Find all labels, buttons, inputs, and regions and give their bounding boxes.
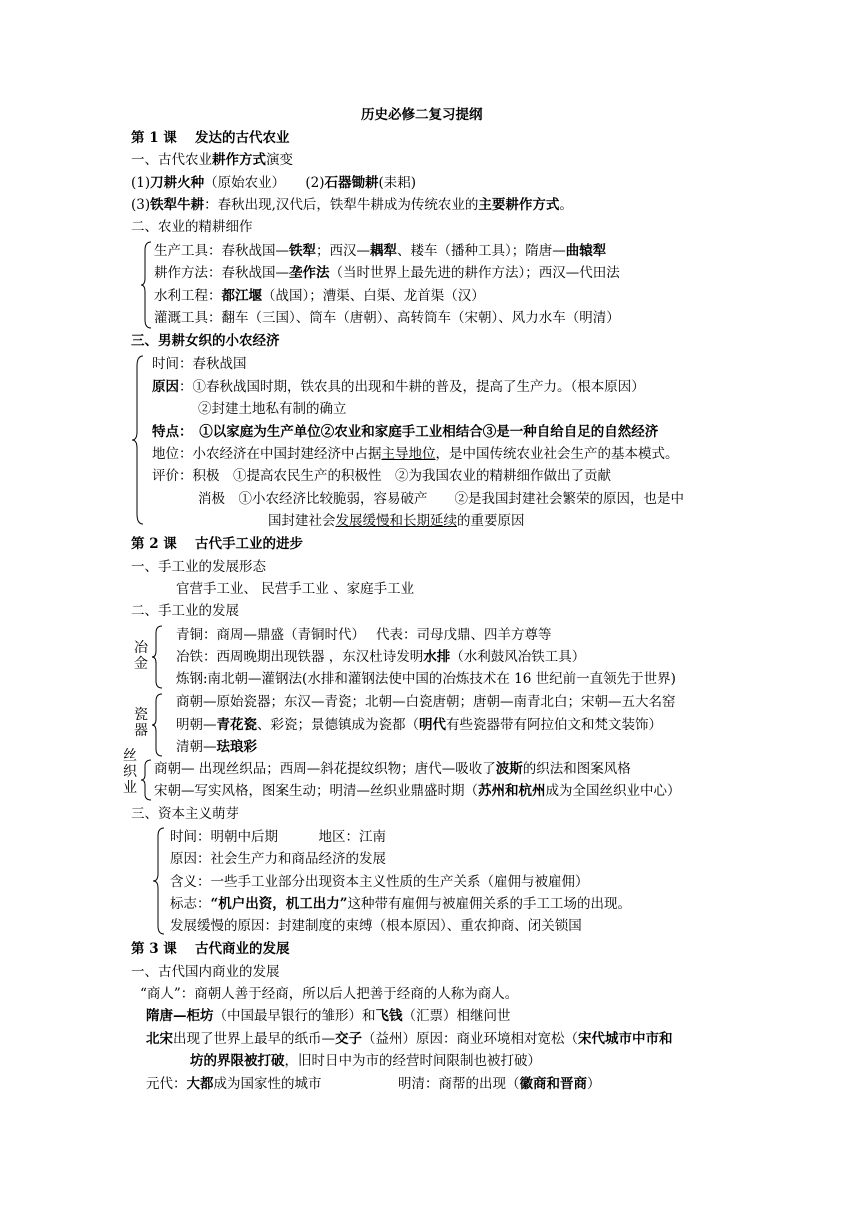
text: 主要耕作方式 (478, 197, 560, 213)
text: ，是中国传统农业社会生产的基本模式。 (435, 446, 679, 462)
status-line (152, 445, 679, 463)
text: 苏州和杭州 (478, 783, 546, 799)
text: 交子 (335, 1031, 362, 1047)
text: （原始农业） (2) (204, 175, 325, 191)
l1-row-1 (131, 174, 416, 192)
text: 出现了世界上最早的纸币— (173, 1031, 335, 1047)
cap-meaning-line: 含义：一些手工业部分出现资本主义性质的生产关系（雇佣与被雇佣） (170, 874, 589, 890)
l2-section-2: 二、手工业的发展 (131, 603, 239, 619)
text: ：①春秋战国时期，铁农具的出现和牛耕的普及，提高了生产力。（根本原因） (179, 379, 645, 395)
cap-time-line: 时间：明朝中后期 地区：江南 (170, 829, 386, 845)
text: 发展缓慢和长期延续 (335, 513, 457, 529)
cap-sign-line (170, 895, 631, 913)
text: （益州）原因：商业环境相对宽松（ (362, 1031, 578, 1047)
song-line-1 (146, 1030, 673, 1048)
text: 坊的界限被打破 (190, 1053, 285, 1069)
text: 主导地位 (381, 446, 436, 462)
text: 宋代城市中市和 (578, 1031, 673, 1047)
text: 明清：商帮的出现（ (398, 1076, 520, 1092)
silk-line-2 (154, 782, 681, 800)
text: 、彩瓷；景德镇成为瓷都（ (257, 717, 419, 733)
brace-smallfarm (131, 354, 145, 526)
text: (1) (131, 175, 151, 191)
eval-line-3 (268, 512, 525, 530)
text: 的重要原因 (457, 513, 525, 529)
l1-section-2: 二、农业的精耕细作 (131, 219, 253, 235)
text: 水排 (423, 649, 451, 665)
ming-qing-line (398, 1075, 601, 1093)
text: 青花瓷 (216, 717, 257, 733)
text: （汇票）相继问世 (402, 1008, 511, 1024)
text: 曲辕犁 (565, 243, 607, 259)
text: 北宋 (146, 1031, 173, 1047)
text: 宋朝—写实风格，图案生动；明清—丝织业鼎盛时期（ (154, 783, 478, 799)
brace-metallurgy (152, 624, 164, 690)
text: 地位：小农经济在中国封建经济中占据 (152, 446, 382, 462)
text: ：春秋出现,汉代后，铁犁牛耕成为传统农业的 (204, 197, 479, 213)
brace-silk (141, 758, 153, 802)
text: 石器锄耕 (324, 175, 379, 191)
sui-tang-line (146, 1007, 511, 1025)
text: ，旧时日中为市的经营时间限制也被打破） (284, 1053, 541, 1069)
text: 演变 (266, 152, 293, 168)
text: 元代： (146, 1076, 187, 1092)
text: 国封建社会 (268, 513, 336, 529)
porcelain-label: 瓷器 (134, 707, 148, 739)
document-title: 历史必修二复习提纲 (361, 107, 483, 123)
tools-line (154, 242, 606, 260)
text: 成为国家性的城市 (213, 1076, 322, 1092)
text: （当时世界上最先进的耕作方法）；西汉—代田法 (329, 265, 620, 281)
text: 刀耕火种 (150, 175, 205, 191)
merchant-line: “商人”：商朝人善于经商，所以后人把善于经商的人称为商人。 (140, 986, 519, 1002)
methods-line (154, 264, 620, 282)
feature-line: 特点： ①以家庭为生产单位②农业和家庭手工业相结合③是一种自给自足的自然经济 (152, 424, 659, 440)
text: ；西汉— (316, 243, 370, 259)
text: 水利工程： (154, 288, 222, 304)
text: 波斯 (495, 761, 523, 777)
porcelain-line-1: 商朝—原始瓷器；东汉—青瓷；北朝—白瓷唐朝；唐朝—南青北白；宋朝—五大名窑 (176, 694, 676, 710)
text: 、耧车（播种工具）；隋唐— (397, 243, 566, 259)
text: 隋唐—柜坊 (146, 1008, 214, 1024)
text: 这种带有雇佣与被雇佣关系的手工工场的出现。 (347, 896, 632, 912)
lesson-2-title: 第 2 课 古代手工业的进步 (131, 536, 303, 552)
text: 商朝— 出现丝织品；西周—斜花提纹织物；唐代—吸收了 (154, 761, 496, 777)
lesson-3-title: 第 3 课 古代商业的发展 (131, 941, 290, 957)
text: 铁犁 (289, 243, 316, 259)
text: 成为全国丝织业中心） (545, 783, 681, 799)
song-line-2 (190, 1052, 541, 1070)
l3-section-1: 一、古代国内商业的发展 (131, 964, 280, 980)
text: 大都 (186, 1076, 214, 1092)
text: 垄作法 (289, 265, 330, 281)
water-line (154, 287, 485, 305)
text: ） (587, 1076, 601, 1092)
l1-section-3: 三、男耕女织的小农经济 (131, 333, 280, 349)
eval-line-1: 评价：积极 ①提高农民生产的积极性 ②为我国农业的精耕细作做出了贡献 (152, 468, 611, 484)
text: 一、古代农业 (131, 152, 212, 168)
cap-reason-line: 原因：社会生产力和商品经济的发展 (170, 851, 386, 867)
text: 明代 (419, 717, 446, 733)
text: 有些瓷器带有阿拉伯文和梵文装饰） (446, 717, 662, 733)
bronze-line: 青铜：商周—鼎盛（青铜时代） 代表：司母戊鼎、四羊方尊等 (176, 627, 552, 643)
cap-slow-line: 发展缓慢的原因：封建制度的束缚（根本原因）、重农抑商、闭关锁国 (170, 918, 582, 934)
brace-agriculture (141, 240, 153, 330)
brace-porcelain (152, 692, 164, 758)
iron-line (176, 648, 585, 666)
text: （水利鼓风冶铁工具） (450, 649, 586, 665)
irrigation-line: 灌溉工具：翻车（三国）、筒车（唐朝）、高转筒车（宋朝）、风力水车（明清） (154, 310, 620, 326)
text: （战国）；漕渠、白渠、龙首渠（汉） (262, 288, 485, 304)
silk-label: 丝织业 (123, 748, 137, 796)
text: 珐琅彩 (216, 739, 257, 755)
text: 冶铁：西周晚期出现铁器 ，东汉杜诗发明 (176, 649, 424, 665)
text: 徽商和晋商 (519, 1076, 587, 1092)
text: (3) (131, 197, 151, 213)
text: (耒耜) (378, 175, 417, 191)
brace-capitalism (152, 826, 166, 936)
l2-section-3: 三、资本主义萌芽 (131, 806, 239, 822)
yuan-line (146, 1075, 322, 1093)
silk-line-1 (154, 760, 631, 778)
reason-line (152, 378, 645, 396)
text: 生产工具：春秋战国— (154, 243, 289, 259)
text: 耕作方式 (212, 152, 266, 168)
steel-line: 炼钢:南北朝—灌钢法(水排和灌钢法使中国的冶炼技术在 16 世纪前一直领先于世界) (176, 671, 676, 687)
l2-section-1: 一、手工业的发展形态 (131, 559, 266, 575)
text: 的织法和图案风格 (522, 761, 631, 777)
text: 飞钱 (375, 1008, 403, 1024)
text: （中国最早银行的雏形）和 (213, 1008, 376, 1024)
text: 耦犁 (370, 243, 397, 259)
eval-line-2: 消极 ①小农经济比较脆弱，容易破产 ②是我国封建社会繁荣的原因，也是中 (198, 491, 684, 507)
reason-line-2: ②封建土地私有制的确立 (198, 401, 347, 417)
text: 铁犁牛耕 (150, 197, 205, 213)
text: 清朝— (176, 739, 217, 755)
lesson-1-title: 第 1 课 发达的古代农业 (131, 130, 290, 146)
text: 明朝— (176, 717, 217, 733)
porcelain-line-2 (176, 716, 662, 734)
text: 。 (559, 197, 573, 213)
l1-section-1 (131, 151, 293, 169)
text: 原因 (152, 379, 179, 395)
handicraft-forms: 官营手工业、 民营手工业 、家庭手工业 (176, 581, 415, 597)
l1-row-2 (131, 196, 573, 214)
text: 耕作方法：春秋战国— (154, 265, 289, 281)
metallurgy-label: 冶金 (134, 640, 148, 672)
text: “机户出资，机工出力” (210, 896, 348, 912)
porcelain-line-3 (176, 738, 257, 756)
text: 都江堰 (221, 288, 262, 304)
time-line: 时间：春秋战国 (152, 356, 247, 372)
text: 标志： (170, 896, 211, 912)
